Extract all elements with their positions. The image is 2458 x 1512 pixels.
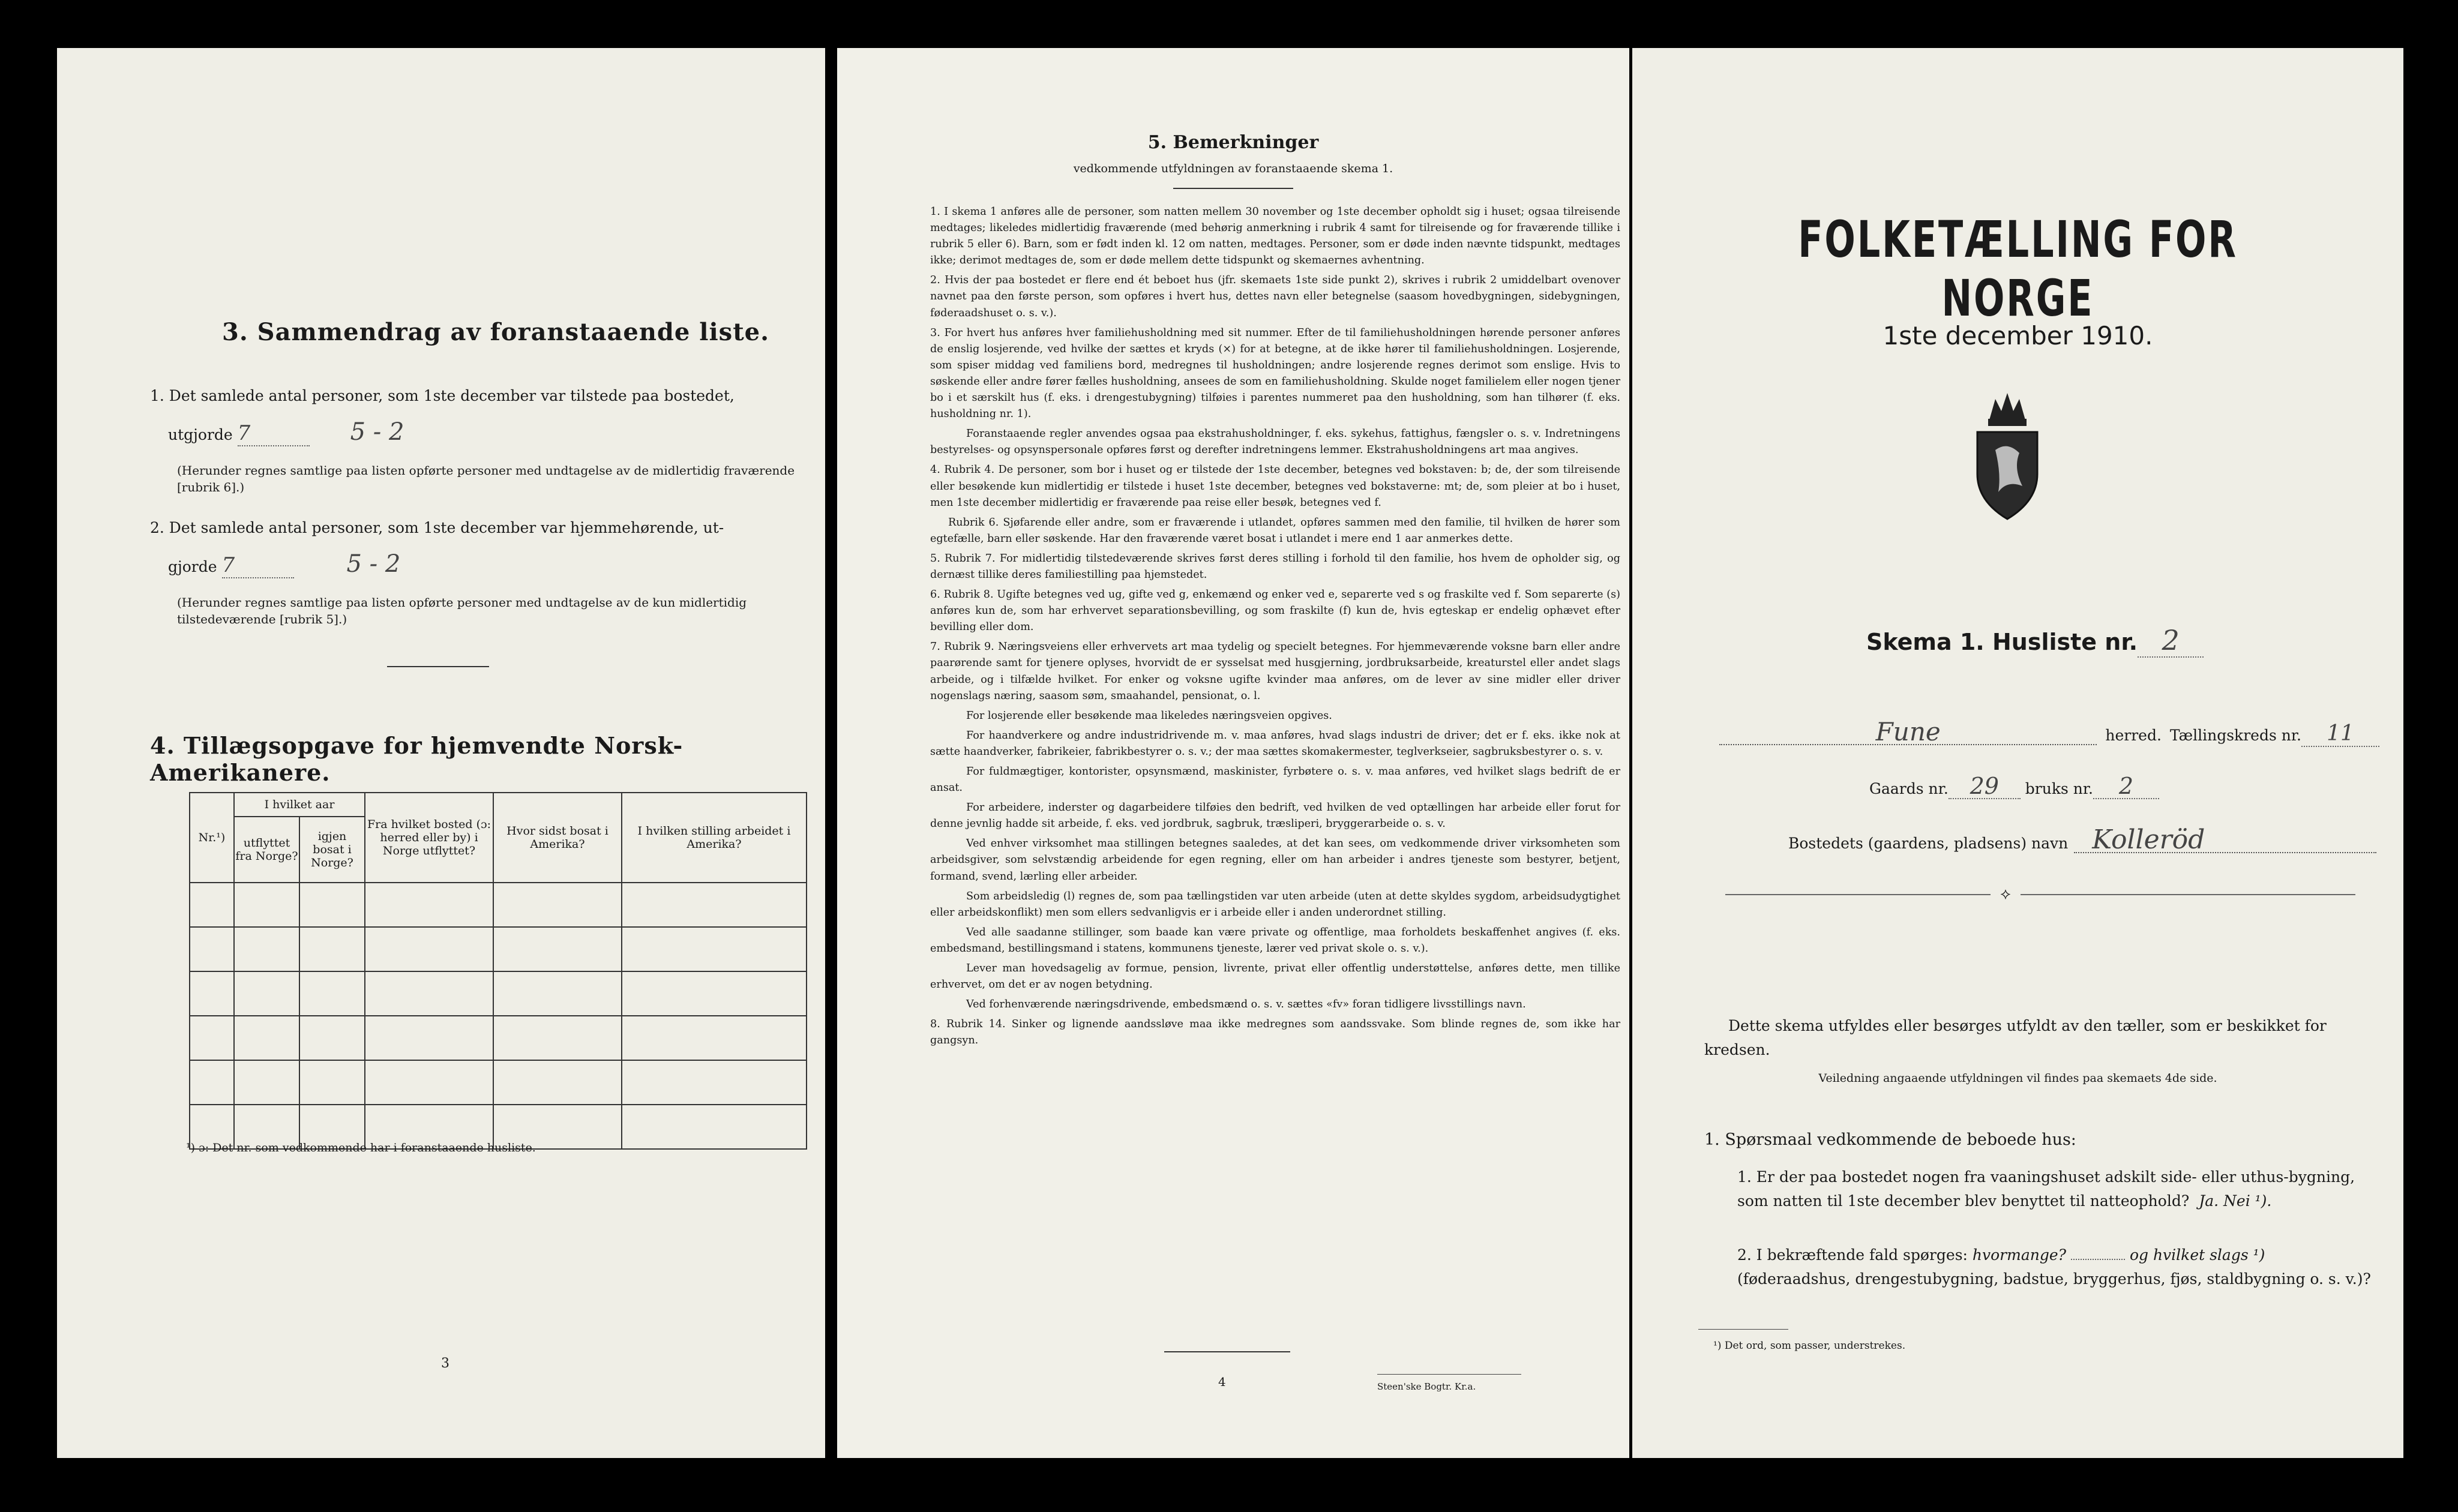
norsk-amerikanere-table (189, 792, 807, 1150)
bosted-label: Bostedets (gaardens, pladsens) navn (1788, 835, 2069, 852)
col-sidst: Hvor sidst bosat i Amerika? (493, 793, 622, 883)
table-row (190, 1016, 807, 1060)
gaards-label: Gaards nr. (1869, 780, 1949, 797)
table-row (190, 883, 807, 927)
remark-paragraph: Lever man hovedsagelig av formue, pension, livrente, privat eller offentlig understøttelse, anføres dette, men tillike erhvervet, om det er av nogen betydning. (930, 962, 1620, 991)
remark-paragraph: Ved forhenværende næringsdrivende, embedsmænd o. s. v. sættes «fv» foran tidligere livsstillings navn. (966, 998, 1526, 1011)
divider (1698, 1329, 1788, 1330)
item-2-handwritten: 5 - 2 (346, 550, 401, 578)
front-footnote: ¹) Det ord, som passer, understrekes. (1713, 1340, 1906, 1352)
remark-paragraph: Som arbeidsledig (l) regnes de, som paa tællingstiden var uten arbeide (uten at dette skyldes sygdom, arbeidsudygtighet eller arbeidskonflikt) men som ellers sedvanligvis er i arbeide eller i anden underordnet stilling. (930, 890, 1620, 919)
census-date: 1ste december 1910. (1883, 321, 2153, 350)
remark-paragraph: Foranstaaende regler anvendes ogsaa paa ekstrahusholdninger, f. eks. sykehus, fattighus, fængsler o. s. v. Indretningens bestyrelses- og opsynspersonale opføres først og derefter indretningens lemmer. Ekstrahusholdningens art maa angives. (930, 428, 1620, 457)
page-number-4: 4 (1218, 1375, 1226, 1389)
ornament-icon: ⟡ (1991, 885, 2021, 904)
remark-paragraph: 2. Hvis der paa bostedet er flere end ét beboet hus (jfr. skemaets 1ste side punkt 2), skrives i rubrik 2 umiddelbart ovenover navnet paa den første person, som opføres i hvert hus, dettes navn eller betegnelse (saasom hovedbygningen, sidebygningen, føderaadshuset o. s. v.). (930, 274, 1620, 319)
gaards-line (1869, 774, 2159, 801)
col-nr: Nr.¹) (190, 793, 234, 883)
bosted-line (1788, 824, 2376, 856)
divider (1377, 1374, 1521, 1375)
bruks-value: 2 (2093, 774, 2159, 799)
item-1-handwritten: 5 - 2 (350, 418, 404, 446)
krets-value: 11 (2301, 722, 2379, 747)
printer-mark: Steen'ske Bogtr. Kr.a. (1377, 1381, 1476, 1392)
item-1-value: 7 (238, 421, 310, 446)
remark-paragraph: 5. Rubrik 7. For midlertidig tilstedeværende skrives først deres stilling i forhold til den familie, hos hvem de opholder sig, og dernæst tillike deres familiestilling paa hjemstedet. (930, 552, 1620, 581)
krets-label: Tællingskreds nr. (2169, 727, 2301, 744)
divider (1164, 1351, 1290, 1352)
divider (1173, 188, 1293, 189)
question-2-examples: (føderaadshus, drengestubygning, badstue, bryggerhus, fjøs, staldbygning o. s. v.)? (1737, 1270, 2371, 1288)
item-2-text: 2. Det samlede antal personer, som 1ste december var hjemmehørende, ut- (150, 519, 724, 536)
question-2-slags: og hvilket slags ¹) (2129, 1246, 2265, 1264)
table-row (190, 927, 807, 971)
question-2 (1737, 1243, 2373, 1291)
remark-paragraph: For losjerende eller besøkende maa likeledes næringsveien opgives. (966, 709, 1332, 722)
col-stilling: I hvilken stilling arbeidet i Amerika? (622, 793, 807, 883)
question-2-blank (2071, 1259, 2125, 1260)
remark-paragraph: Ved enhver virksomhet maa stillingen betegnes saaledes, at det kan sees, om vedkommende driver virksomheten som arbeidsgiver, som selvstændig arbeidende for egen regning, eller om han arbeider i andres tjeneste som bestyrer, betjent, formand, svend, lærling eller arbeider. (930, 838, 1620, 883)
remarks-subheading: vedkommende utfyldningen av foranstaaende skema 1. (1073, 162, 1393, 175)
question-1-answer: Ja. Nei ¹). (2199, 1192, 2272, 1210)
remark-paragraph: 6. Rubrik 8. Ugifte betegnes ved ug, gifte ved g, enkemænd og enker ved e, separerte ved s og fraskilte ved f. Som separerte (s) anføres kun de, som har erhvervet separationsbevilling, og som fraskilte (f) kun de, hvis egteskap er endelig ophævet efter bevilling eller dom. (930, 589, 1620, 634)
question-1 (1737, 1165, 2373, 1213)
herred-value: Fune (1719, 720, 2097, 745)
skema-label: Skema 1. Husliste nr. (1866, 629, 2138, 655)
instruction-note: Veiledning angaaende utfyldningen vil findes paa skemaets 4de side. (1818, 1072, 2217, 1085)
divider (1725, 894, 2355, 895)
page-3 (57, 48, 825, 1458)
page-4 (837, 48, 1629, 1458)
remarks-heading: 5. Bemerkninger (1147, 132, 1319, 153)
section-3-heading: 3. Sammendrag av foranstaaende liste. (222, 318, 770, 346)
remark-paragraph: 3. For hvert hus anføres hver familiehusholdning med sit nummer. Efter de til familiehusholdningen hørende personer anføres de enslig losjerende, ved hvilke der sættes et kryds (×) for at betegne, at de ikke hører til familiehusholdningen. Losjerende, som spiser middag ved familiens bord, medregnes til husholdningen; andre losjerende regnes derimot som enslige. Hvis to søskende eller andre fører fælles husholdning, ansees de som en familiehusholdning. Skulde noget familielem eller nogen tjener bo i et særskilt hus (f. eks. i drengestubygning) tilføies i parentes nummeret paa den husholdning, som han tilhører (f. eks. husholdning nr. 1). (930, 326, 1620, 421)
divider (387, 666, 489, 667)
question-2-text: 2. I bekræftende fald spørges: (1737, 1246, 1968, 1264)
remark-paragraph: For haandverkere og andre industridrivende m. v. maa anføres, hvad slags industri de driver; det er f. eks. ikke nok at sætte haandverker, fabrikeier, fabrikbestyrer o. s. v.; der maa sættes skomakermester, teglverkseier, sagbruksbestyrer o. s. v. (930, 729, 1620, 758)
census-title: FOLKETÆLLING FOR NORGE (1798, 210, 2238, 328)
page-number-3: 3 (441, 1356, 449, 1371)
item-2-prefix: gjorde (168, 558, 217, 575)
questions-heading: 1. Spørsmaal vedkommende de beboede hus: (1704, 1130, 2076, 1149)
table-row (190, 971, 807, 1016)
instruction-text: Dette skema utfyldes eller besørges utfyldt av den tæller, som er beskikket for kredsen. (1704, 1017, 2327, 1058)
bruks-label: bruks nr. (2025, 780, 2093, 797)
remark-paragraph: 1. I skema 1 anføres alle de personer, som natten mellem 30 november og 1ste december opholdt sig i huset; ogsaa tilreisende medtages; likeledes midlertidig fraværende (med behørig anmerkning i rubrik 4 samt for tilreisende og for fraværende tillike i rubrik 5 eller 6). Barn, som er født inden kl. 12 om natten, medtages. Personer, som er døde inden nævnte tidspunkt, medtages ikke; derimot medtages de, som er døde mellem dette tidspunkt og skemaernes avhentning. (930, 206, 1620, 267)
remark-paragraph: 4. Rubrik 4. De personer, som bor i huset og er tilstede der 1ste december, betegnes ved bokstaven: b; de, der som tilreisende eller besøkende kun midlertidig er tilstede i huset 1ste december, betegnes ved bokstaverne: mt; de, som pleier at bo i huset, men 1ste december midlertidig er fraværende paa reise eller besøk, betegnes ved f. (930, 464, 1620, 509)
husliste-number: 2 (2138, 624, 2204, 658)
herred-label: herred. (2105, 727, 2162, 744)
col-igjen: igjen bosat i Norge? (299, 817, 365, 883)
item-2-value: 7 (222, 553, 294, 578)
col-group-year: I hvilket aar (234, 793, 365, 817)
table-row (190, 1060, 807, 1105)
item-1-total (168, 420, 528, 447)
question-2-hvormange: hvormange? (1972, 1246, 2067, 1264)
col-utflyttet: utflyttet fra Norge? (234, 817, 299, 883)
bosted-value: Kolleröd (2074, 828, 2376, 853)
remarks-body (930, 204, 1620, 1053)
remark-paragraph: Ved alle saadanne stillinger, som baade kan være private og offentlige, maa forholdets beskaffenhet angives (f. eks. embedsmand, bestillingsmand i statens, kommunens tjeneste, lærer ved privat skole o. s. v.). (930, 926, 1620, 955)
remark-paragraph: For fuldmægtiger, kontorister, opsynsmænd, maskinister, fyrbøtere o. s. v. maa anføres, ved hvilket slags bedrift de er ansat. (930, 766, 1620, 794)
question-1-text: 1. Er der paa bostedet nogen fra vaaningshuset adskilt side- eller uthus-bygning, som natten til 1ste december blev benyttet til natteophold? (1737, 1168, 2355, 1210)
herred-line (1719, 717, 2379, 748)
item-1-prefix: utgjorde (168, 426, 233, 443)
remark-paragraph: 8. Rubrik 14. Sinker og lignende aandssløve maa ikke medregnes som aandssvake. Som blinde regnes de, som ikke har gangsyn. (930, 1018, 1620, 1047)
section-4-heading: 4. Tillægsopgave for hjemvendte Norsk-Amerikanere. (150, 732, 684, 786)
remark-paragraph: For arbeidere, inderster og dagarbeidere tilføies den bedrift, ved hvilken de ved optællingen har arbeide eller forut for denne jevnlig hadde sit arbeide, f. eks. ved jordbruk, sagbruk, træsliperi, bryggerarbeide o. s. v. (930, 802, 1620, 830)
table-footnote: ¹) ɔ: Det nr. som vedkommende har i foranstaaende husliste. (186, 1141, 536, 1154)
gaards-value: 29 (1949, 774, 2021, 799)
item-1-note: (Herunder regnes samtlige paa listen opførte personer med undtagelse av de midlertidig fraværende [rubrik 6].) (177, 463, 795, 494)
skema-line (1866, 624, 2204, 658)
item-1-text: 1. Det samlede antal personer, som 1ste december var tilstede paa bostedet, (150, 387, 735, 404)
remark-paragraph: 7. Rubrik 9. Næringsveiens eller erhvervets art maa tydelig og specielt betegnes. For hjemmeværende voksne barn eller andre paarørende samt for tjenere oplyses, hvorvidt de er sysselsat med husgjerning, jordbruksarbeide, kreaturstel eller andet slags arbeide, og i tilfælde hvilket. For enker og voksne ugifte kvinder maa anføres, om de lever av sine midler eller driver nogenslags næring, saasom søm, smaahandel, pensionat, o. l. (930, 641, 1620, 702)
item-2-total (168, 552, 528, 579)
col-bosted: Fra hvilket bosted (ɔ: herred eller by) i Norge utflyttet? (365, 793, 493, 883)
remark-paragraph: Rubrik 6. Sjøfarende eller andre, som er fraværende i utlandet, opføres sammen med den familie, til hvilken de hører som egtefælle, barn eller søskende. Har den fraværende været bosat i utlandet i mere end 1 aar anmerkes dette. (930, 516, 1620, 545)
coat-of-arms-icon (1965, 384, 2049, 522)
item-2-note: (Herunder regnes samtlige paa listen opførte personer med undtagelse av de kun midlertidig tilstedeværende [rubrik 5].) (177, 595, 747, 626)
front-page (1632, 48, 2403, 1458)
